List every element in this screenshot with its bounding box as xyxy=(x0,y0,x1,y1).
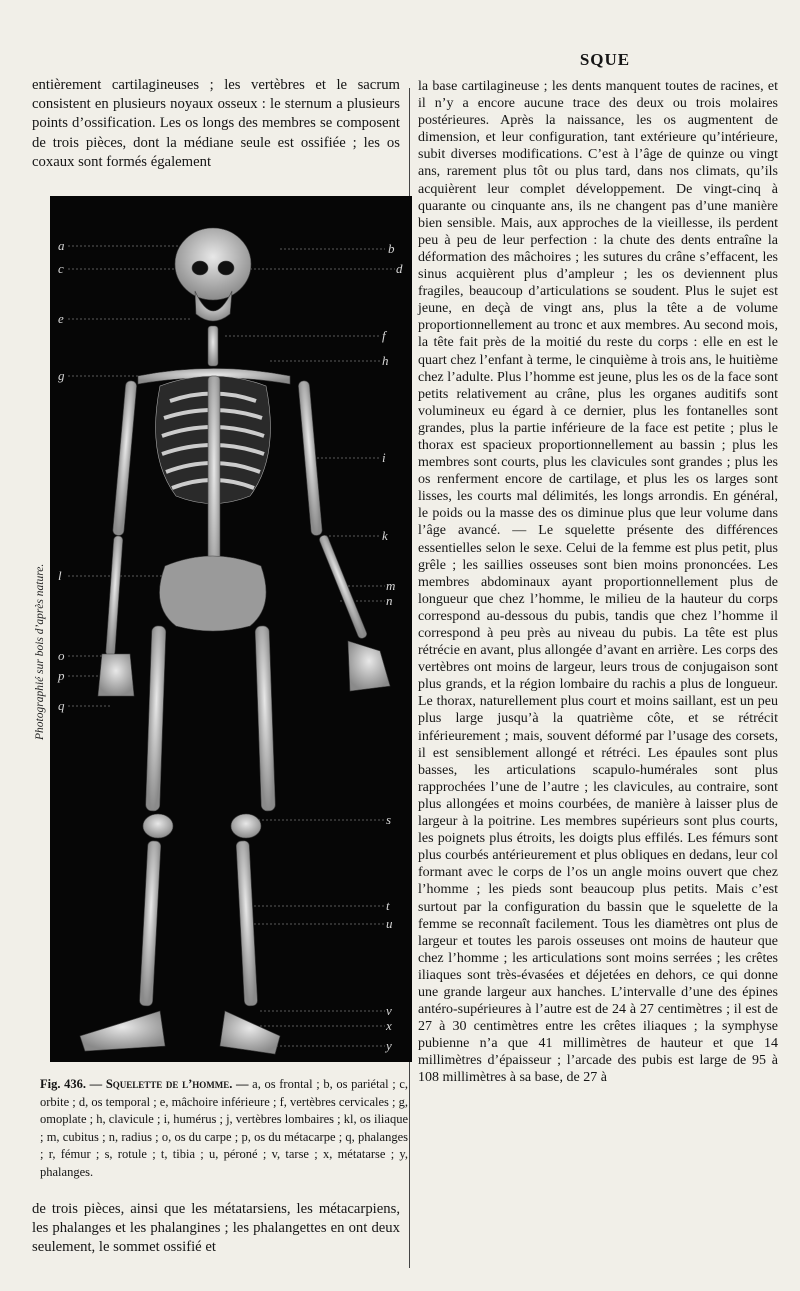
caption-number: Fig. 436. xyxy=(40,1077,87,1091)
figure-caption xyxy=(40,1076,408,1181)
side-credit xyxy=(34,520,50,740)
fig-label-y: y xyxy=(386,1038,392,1053)
fig-label-a: a xyxy=(58,238,65,253)
fig-label-v: v xyxy=(386,1003,392,1018)
fig-label-l: l xyxy=(58,568,62,583)
skeleton-bones xyxy=(80,228,390,1054)
fig-label-i: i xyxy=(382,450,386,465)
right-column xyxy=(418,78,778,1087)
fig-label-q: q xyxy=(58,698,65,713)
fig-label-k: k xyxy=(382,528,388,543)
left-paragraph-top: entièrement cartilagineuses ; les vertèbres et le sacrum consistent en plusieurs noyaux osseux : le sternum a plusieurs points d’ossification. Les os longs des membres se composent de trois pièces, dont la médiane seule est ossifiée ; les os coxaux sont formés également xyxy=(32,77,400,170)
fig-label-f: f xyxy=(382,328,386,343)
left-column-top xyxy=(32,76,400,172)
fig-label-m: m xyxy=(386,578,396,593)
fig-label-u: u xyxy=(386,916,393,931)
fig-label-c: c xyxy=(58,261,64,276)
fig-label-d: d xyxy=(396,261,403,276)
skeleton-illustration xyxy=(50,196,412,1062)
fig-label-b: b xyxy=(388,241,395,256)
fig-label-x: x xyxy=(386,1018,392,1033)
skeleton-figure xyxy=(50,196,412,1062)
fig-label-n: n xyxy=(386,593,393,608)
fig-label-p: p xyxy=(58,668,65,683)
leader-lines xyxy=(68,246,395,1046)
running-head: SQUE xyxy=(579,50,631,69)
side-credit-text: Photographié sur bois d’après nature. xyxy=(34,563,46,740)
fig-label-g: g xyxy=(58,368,65,383)
caption-body: a, os frontal ; b, os pariétal ; c, orbite ; d, os temporal ; e, mâchoire inférieure ; f, vertèbres cervicales ; g, omoplate ; h, clavicule ; i, humérus ; j, vertèbres lombaires ; kl, os iliaque ; m, cubitus ; n, radius ; o, os du carpe ; p, os du métacarpe ; q, phalanges ; r, fémur ; s, rotule ; t, tibia ; u, péroné ; v, tarse ; x, métatarse ; y, phalanges. xyxy=(40,1077,409,1179)
fig-label-e: e xyxy=(58,311,64,326)
fig-label-h: h xyxy=(382,353,389,368)
right-paragraph: la base cartilagineuse ; les dents manquent toutes de racines, et il n’y a encore aucune trace des deux ou trois molaires postérieures. Après la naissance, les os augmentent de dimension, et leur configuration, tant extérieure qu’intérieure, subit diverses modifications. C’est à l’âge de quinze ou vingt ans, rarement plus tôt ou plus tard, dans nos climats, qu’ils acquièrent leur complet développement. De vingt-cinq à quarante ou cinquante ans, ils ne changent pas d’une manière bien sensible. Mais, aux approches de la vieillesse, ils perdent peu à peu de leur perfection : la chute des dents entraîne la déformation des mâchoires ; les sutures du crâne s’effacent, les sinus acquièrent plus d’ampleur ; les os deviennent plus fragiles, beaucoup d’articulations se soudent. Plus le sujet est jeune, en deçà de vingt ans, plus la tête a de volume proportionnellement au tronc et aux membres. Au second mois, la tête fait près de la moitié du reste du corps : elle en est le quart chez l’enfant à terme, le cinquième à trois ans, le huitième chez l’adulte. Plus l’homme est jeune, plus les os de la face sont petits relativement au crâne, plus les organes auditifs sont volumineux eu égard à ce dernier, plus les fontanelles sont grandes, plus la partie inférieure de la face est petite ; plus le thorax est spacieux proportionnellement au bassin ; plus les membres sont courts, plus les clavicules sont grandes ; plus les os renferment encore de cartilage, et plus les os larges sont lisses, les courts mal délimités, les longs arrondis. En général, le poids ou la masse des os diminue plus que leur volume dans l’âge avancé. — Le squelette présente des différences essentielles selon le sexe. Celui de la femme est plus petit, plus grêle ; les saillies osseuses sont bien moins prononcées. Les membres abdominaux ayant proportionnellement plus de longueur que chez l’homme, le milieu de la hauteur du corps correspond au-dessous du pubis, tandis que chez l’homme il correspond à peu près au niveau du pubis. La tête est plus rétrécie en avant, plus allongée d’avant en arrière. Les corps des vertèbres ont moins de largeur, leurs trous de conjugaison sont plus grands, et la région lombaire du rachis a plus de longueur. Le thorax, naturellement plus court et moins saillant, est un peu plus large jusqu’à la quatrième côte, et se rétrécit inférieurement ; mais, souvent déformé par l’usage des corsets, il est sensiblement allongé et rétréci. Les épaules sont plus basses, les articulations scapulo-humérales sont plus rapprochées l’une de l’autre ; les clavicules, au contraire, sont plus allongées et moins courbées, de manière à laisser plus de largeur à la poitrine. Les membres supérieurs sont plus courts, les poignets plus étroits, les doigts plus effilés. Les fémurs sont plus courbés antérieurement et plus obliques en dedans, leur col formant avec le corps de l’os un angle moins ouvert que chez l’homme ; les pieds sont beaucoup plus petits. Mais c’est surtout par la configuration du bassin que le squelette de la femme se reconnaît facilement. Tous les diamètres ont plus de largeur et toutes les parois osseuses ont moins de hauteur que chez l’homme ; les articulations sont moins serrées ; les crêtes iliaques sont très-évasées et déjetées en dehors, ce qui donne une grande largeur aux hanches. L’intervalle d’une des épines antéro-supérieures à l’autre est de 24 à 27 centimètres ; il est de 27 à 30 centimètres entre les crêtes iliaques ; la symphyse pubienne n’a que 41 millimètres de hauteur et que 14 millimètres d’épaisseur ; l’arcade des pubis est large de 95 à 108 millimètres à sa base, de 27 à xyxy=(418,79,778,1086)
left-column-bottom xyxy=(32,1200,400,1258)
fig-label-o: o xyxy=(58,648,65,663)
fig-label-s: s xyxy=(386,812,392,827)
caption-title: — Squelette de l’homme. — xyxy=(89,1077,249,1091)
fig-label-t: t xyxy=(386,898,390,913)
left-paragraph-bottom: de trois pièces, ainsi que les métatarsiens, les métacarpiens, les phalanges et les phalangines ; les phalangettes en ont deux seulement, le sommet ossifié et xyxy=(32,1201,400,1256)
